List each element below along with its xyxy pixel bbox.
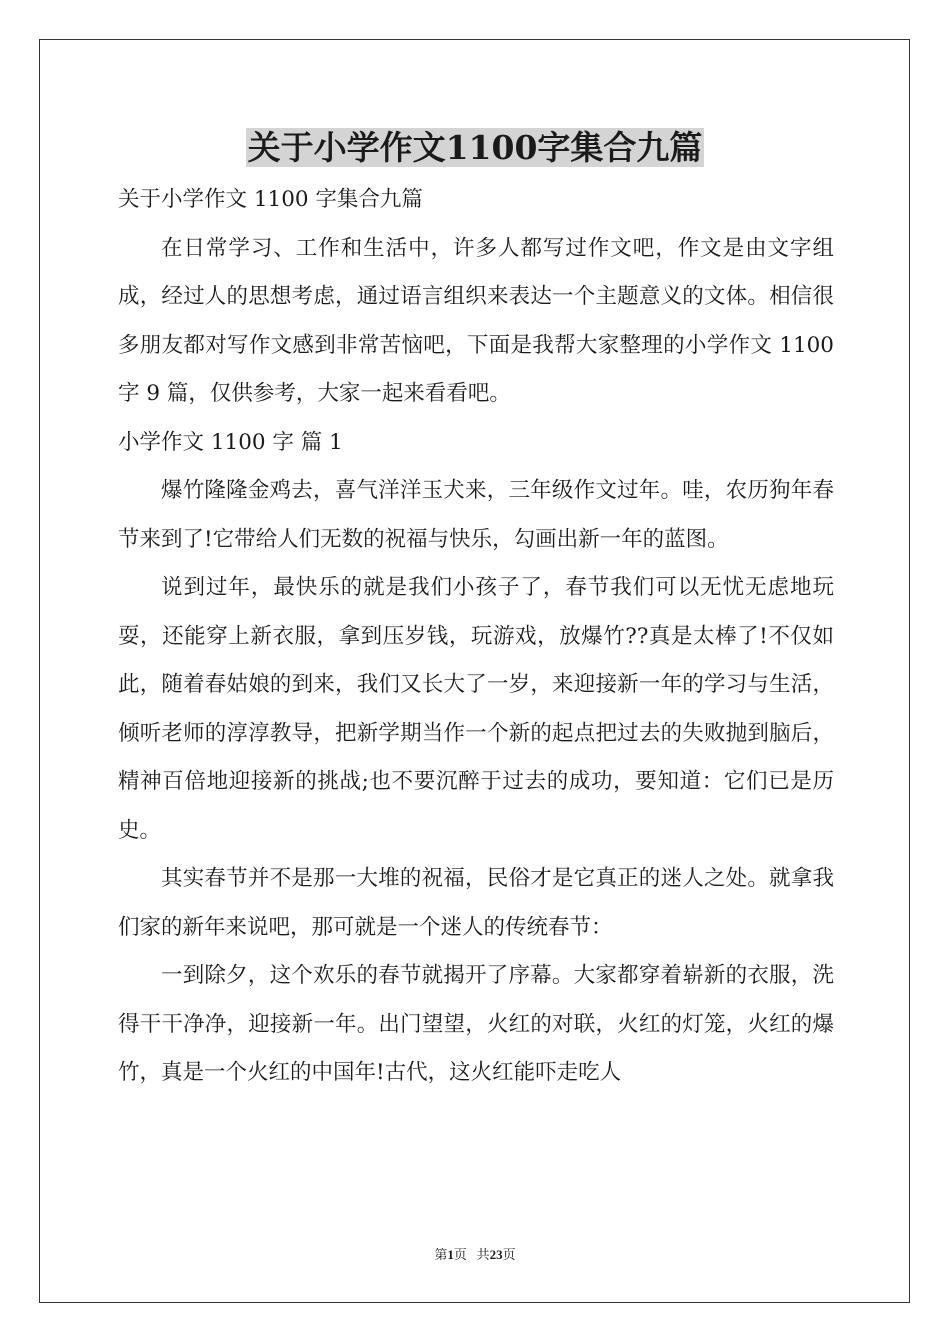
document-title — [0, 126, 950, 170]
body-paragraph: 一到除夕，这个欢乐的春节就揭开了序幕。大家都穿着崭新的衣服，洗得干干净净，迎接新一年。出门望望，火红的对联，火红的灯笼，火红的爆竹，真是一个火红的中国年!古代，这火红能吓走吃人 — [118, 963, 834, 1085]
body-paragraph: 其实春节并不是那一大堆的祝福，民俗才是它真正的迷人之处。就拿我们家的新年来说吧，那可就是一个迷人的传统春节： — [118, 866, 834, 940]
page-label-prefix: 第 — [434, 1247, 448, 1262]
total-label-prefix: 共 — [476, 1247, 490, 1262]
page-current: 1 — [447, 1247, 454, 1262]
page-label-mid: 页 — [453, 1247, 467, 1262]
total-label-suffix: 页 — [502, 1247, 516, 1262]
intro-paragraph: 在日常学习、工作和生活中，许多人都写过作文吧，作文是由文字组成，经过人的思想考虑，通过语言组织来表达一个主题意义的文体。相信很多朋友都对写作文感到非常苦恼吧，下面是我帮大家整理的小学作文 1100 字 9 篇，仅供参考，大家一起来看看吧。 — [118, 235, 834, 406]
page-total: 23 — [489, 1247, 503, 1262]
document-title-text: 关于小学作文1100字集合九篇 — [247, 128, 703, 167]
document-subtitle: 关于小学作文 1100 字集合九篇 — [118, 187, 423, 212]
section-heading: 小学作文 1100 字 篇 1 — [118, 429, 343, 455]
document-body — [118, 176, 834, 1098]
body-paragraph: 爆竹隆隆金鸡去，喜气洋洋玉犬来，三年级作文过年。哇，农历狗年春节来到了!它带给人们无数的祝福与快乐，勾画出新一年的蓝图。 — [118, 478, 834, 552]
page-footer — [0, 1246, 950, 1264]
body-paragraph: 说到过年，最快乐的就是我们小孩子了，春节我们可以无忧无虑地玩耍，还能穿上新衣服，拿到压岁钱，玩游戏，放爆竹??真是太棒了!不仅如此，随着春姑娘的到来，我们又长大了一岁，来迎接新一年的学习与生活，倾听老师的淳淳教导，把新学期当作一个新的起点把过去的失败抛到脑后，精神百倍地迎接新的挑战;也不要沉醉于过去的成功，要知道：它们已是历史。 — [118, 575, 834, 843]
